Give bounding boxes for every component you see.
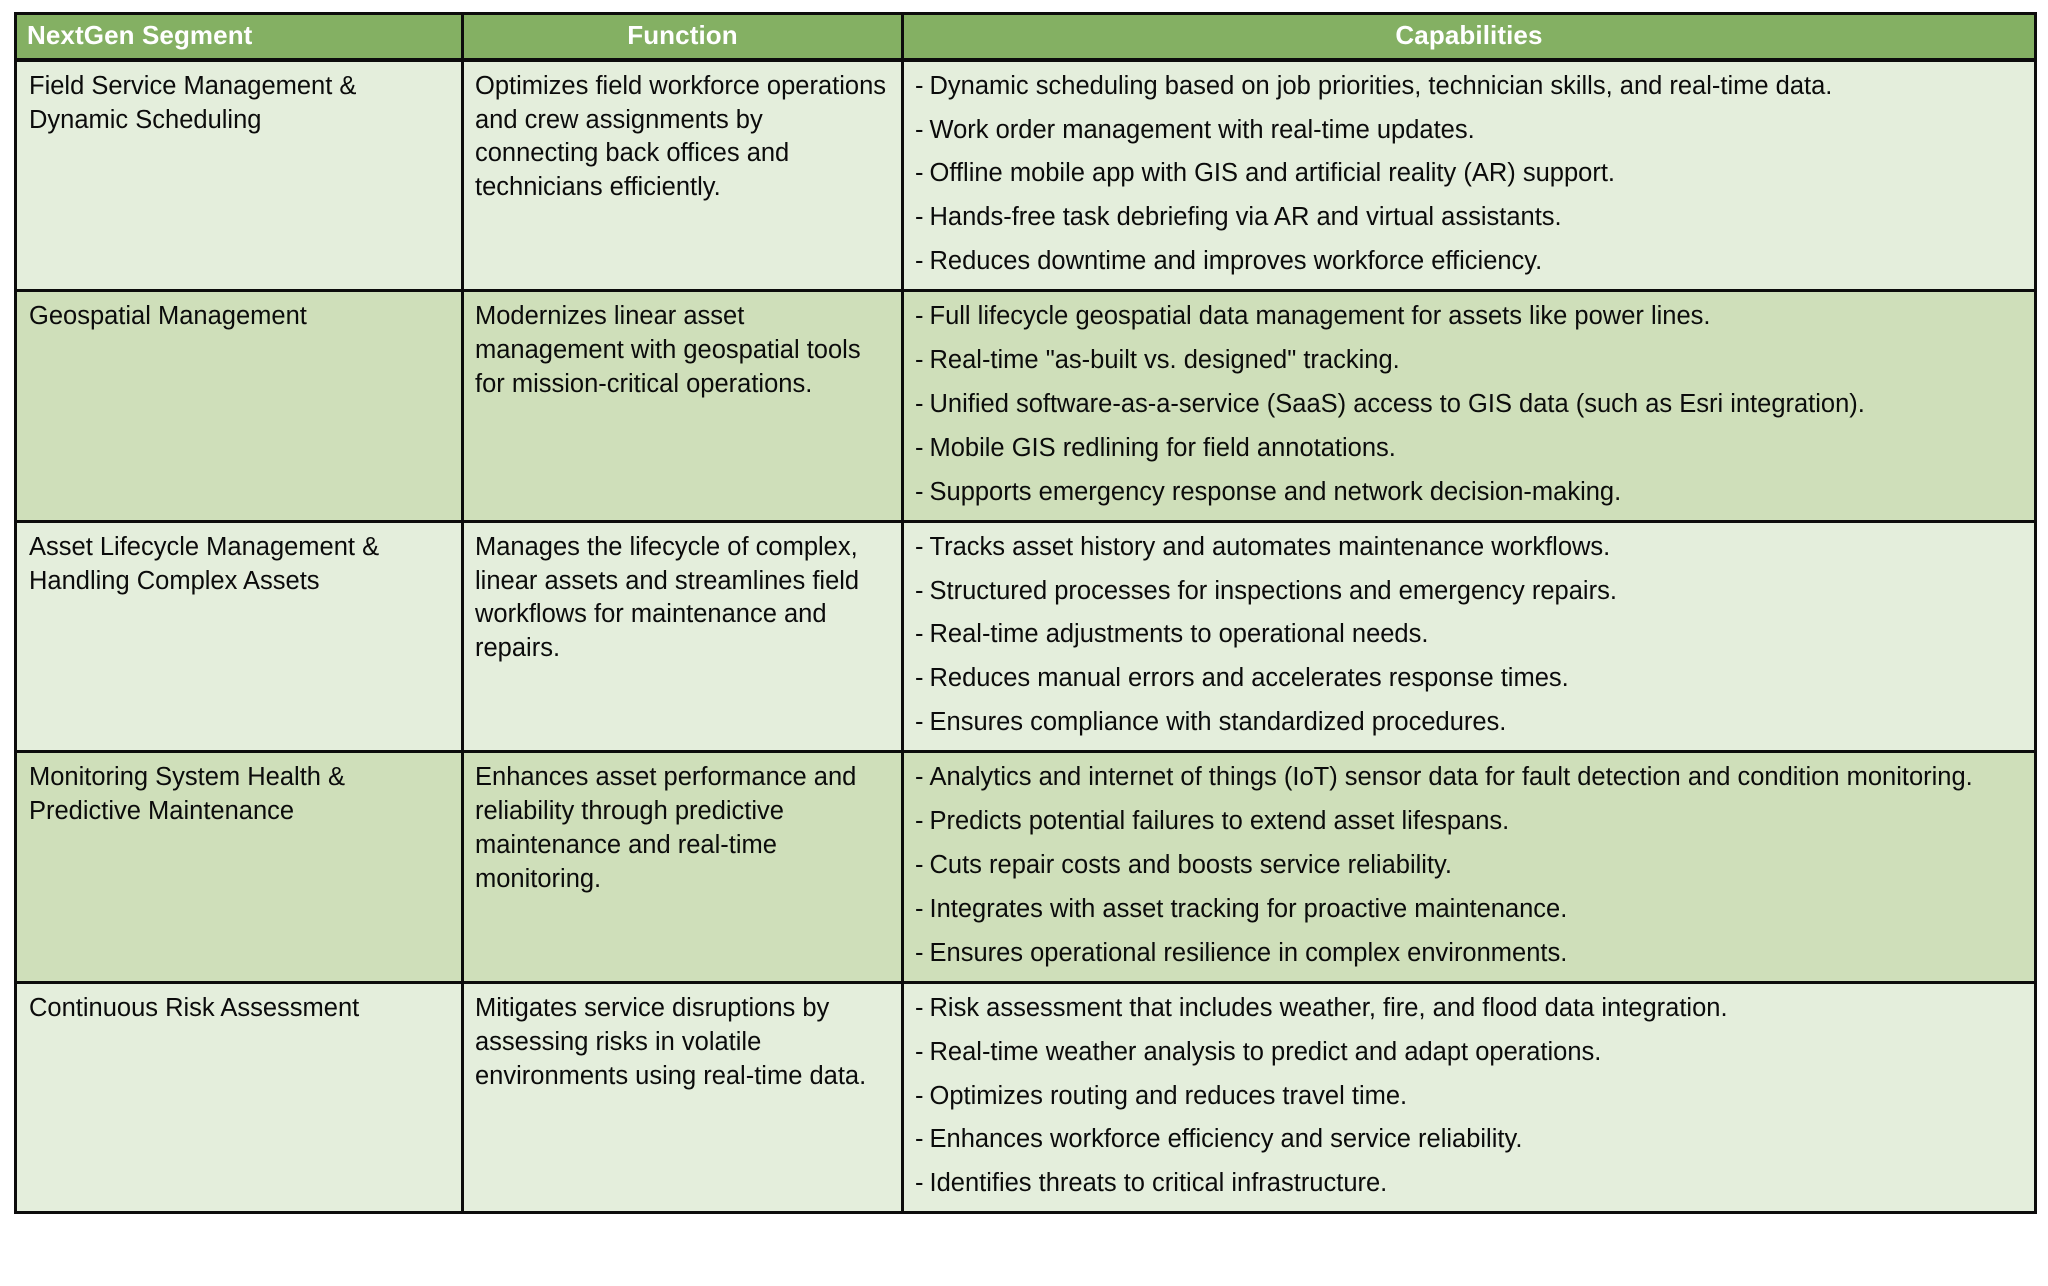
capability-text: Cuts repair costs and boosts service reliability. <box>929 851 1452 879</box>
capability-item <box>915 575 2024 609</box>
cell-function <box>463 60 903 291</box>
cell-function <box>463 291 903 522</box>
capability-text: Real-time weather analysis to predict and adapt operations. <box>929 1037 1602 1066</box>
dash-bullet-icon: - <box>915 1081 924 1110</box>
dash-bullet-icon: - <box>915 993 924 1022</box>
dash-bullet-icon: - <box>915 302 924 331</box>
capability-text: Structured processes for inspections and emergency repairs. <box>929 576 1617 605</box>
dash-bullet-icon: - <box>915 708 924 737</box>
capability-text: Reduces manual errors and accelerates response times. <box>929 664 1569 693</box>
capabilities-list <box>915 300 2024 510</box>
table-row <box>16 982 2036 1213</box>
capability-item <box>915 849 2024 883</box>
capability-item <box>915 618 2024 652</box>
capability-item <box>915 531 2024 565</box>
capability-text: Hands-free task debriefing via AR and virtual assistants. <box>929 203 1562 232</box>
capability-item <box>915 388 2024 422</box>
capabilities-list <box>915 761 2024 971</box>
capability-text: Supports emergency response and network decision-making. <box>929 477 1622 506</box>
capability-text: Ensures compliance with standardized procedures. <box>929 708 1507 737</box>
cell-capabilities <box>903 982 2036 1213</box>
column-header-capabilities: Capabilities <box>903 14 2036 60</box>
header-row <box>16 14 2036 60</box>
dash-bullet-icon: - <box>915 433 924 462</box>
cell-capabilities <box>903 60 2036 291</box>
table-row <box>16 752 2036 983</box>
capability-item <box>915 432 2024 466</box>
capability-item <box>915 300 2024 334</box>
capability-item <box>915 1080 2024 1114</box>
capability-item <box>915 662 2024 696</box>
capability-text: Ensures operational resilience in complex environments. <box>929 938 1568 967</box>
capability-text: Risk assessment that includes weather, fire, and flood data integration. <box>929 993 1728 1022</box>
capability-text: Integrates with asset tracking for proactive maintenance. <box>929 894 1568 923</box>
table-header <box>16 14 2036 60</box>
dash-bullet-icon: - <box>915 532 924 561</box>
capability-item <box>915 245 2024 279</box>
dash-bullet-icon: - <box>915 1125 924 1154</box>
capability-item <box>915 201 2024 235</box>
cell-capabilities <box>903 291 2036 522</box>
column-header-segment: NextGen Segment <box>16 14 463 60</box>
cell-capabilities <box>903 521 2036 752</box>
cell-function <box>463 982 903 1213</box>
capability-item <box>915 114 2024 148</box>
dash-bullet-icon: - <box>915 664 924 693</box>
capability-item <box>915 805 2024 839</box>
capability-text: Predicts potential failures to extend asset lifespans. <box>929 807 1510 836</box>
capabilities-list <box>915 70 2024 280</box>
dash-bullet-icon: - <box>915 620 924 649</box>
capability-text: Work order management with real-time updates. <box>929 115 1475 144</box>
segment-text: Continuous Risk Assessment <box>29 993 360 1022</box>
function-text: Modernizes linear asset management with geospatial tools for mission-critical operations. <box>475 302 861 398</box>
dash-bullet-icon: - <box>915 807 924 836</box>
capabilities-list <box>915 992 2024 1202</box>
cell-function <box>463 752 903 983</box>
capability-text: Offline mobile app with GIS and artificial reality (AR) support. <box>929 159 1615 188</box>
dash-bullet-icon: - <box>915 1037 924 1066</box>
column-header-function: Function <box>463 14 903 60</box>
capability-text: Reduces downtime and improves workforce efficiency. <box>929 247 1543 276</box>
capability-item <box>915 344 2024 378</box>
dash-bullet-icon: - <box>915 203 924 232</box>
capabilities-table <box>14 12 2037 1214</box>
capability-item <box>915 476 2024 510</box>
table-row <box>16 60 2036 291</box>
dash-bullet-icon: - <box>915 851 924 879</box>
capability-item <box>915 1167 2024 1201</box>
segment-text: Monitoring System Health & Predictive Maintenance <box>29 763 346 826</box>
dash-bullet-icon: - <box>915 763 924 792</box>
capability-text: Optimizes routing and reduces travel time. <box>929 1081 1408 1110</box>
capability-item <box>915 1036 2024 1070</box>
function-text: Enhances asset performance and reliability through predictive maintenance and real-time monitoring. <box>475 763 857 893</box>
capability-item <box>915 706 2024 740</box>
capability-text: Real-time adjustments to operational needs. <box>929 620 1429 649</box>
capability-item <box>915 893 2024 927</box>
capability-text: Full lifecycle geospatial data management for assets like power lines. <box>929 302 1711 331</box>
cell-segment <box>16 60 463 291</box>
capability-item <box>915 157 2024 191</box>
capability-text: Enhances workforce efficiency and service reliability. <box>929 1125 1523 1154</box>
cell-segment <box>16 982 463 1213</box>
capability-item <box>915 992 2024 1026</box>
capability-item <box>915 1123 2024 1157</box>
capability-text: Analytics and internet of things (IoT) sensor data for fault detection and condition monitoring. <box>929 763 1973 792</box>
function-text: Manages the lifecycle of complex, linear assets and streamlines field workflows for maintenance and repairs. <box>475 532 860 663</box>
table-row <box>16 521 2036 752</box>
capability-item <box>915 761 2024 795</box>
dash-bullet-icon: - <box>915 346 924 375</box>
dash-bullet-icon: - <box>915 389 924 418</box>
function-text: Mitigates service disruptions by assessing risks in volatile environments using real-time data. <box>475 993 867 1090</box>
capability-text: Tracks asset history and automates maintenance workflows. <box>929 532 1611 561</box>
dash-bullet-icon: - <box>915 247 924 276</box>
dash-bullet-icon: - <box>915 159 924 188</box>
cell-segment <box>16 521 463 752</box>
segment-text: Field Service Management & Dynamic Scheduling <box>29 71 357 134</box>
dash-bullet-icon: - <box>915 1169 924 1198</box>
dash-bullet-icon: - <box>915 71 924 100</box>
capability-text: Mobile GIS redlining for field annotations. <box>929 433 1396 462</box>
capability-text: Dynamic scheduling based on job priorities, technician skills, and real-time data. <box>929 71 1833 100</box>
cell-capabilities <box>903 752 2036 983</box>
table-body <box>16 60 2036 1213</box>
capabilities-list <box>915 531 2024 741</box>
cell-function <box>463 521 903 752</box>
capability-text: Unified software-as-a-service (SaaS) access to GIS data (such as Esri integration). <box>929 389 1865 418</box>
cell-segment <box>16 752 463 983</box>
capability-item <box>915 937 2024 971</box>
segment-text: Asset Lifecycle Management & Handling Complex Assets <box>29 532 380 595</box>
dash-bullet-icon: - <box>915 894 924 923</box>
cell-segment <box>16 291 463 522</box>
table-row <box>16 291 2036 522</box>
dash-bullet-icon: - <box>915 938 924 967</box>
dash-bullet-icon: - <box>915 115 924 144</box>
dash-bullet-icon: - <box>915 576 924 605</box>
function-text: Optimizes field workforce operations and crew assignments by connecting back offices and technicians efficiently. <box>475 71 887 202</box>
capability-item <box>915 70 2024 104</box>
dash-bullet-icon: - <box>915 477 924 506</box>
capability-text: Real-time "as-built vs. designed" tracking. <box>929 346 1400 375</box>
segment-text: Geospatial Management <box>29 302 307 331</box>
capability-text: Identifies threats to critical infrastructure. <box>929 1169 1388 1198</box>
